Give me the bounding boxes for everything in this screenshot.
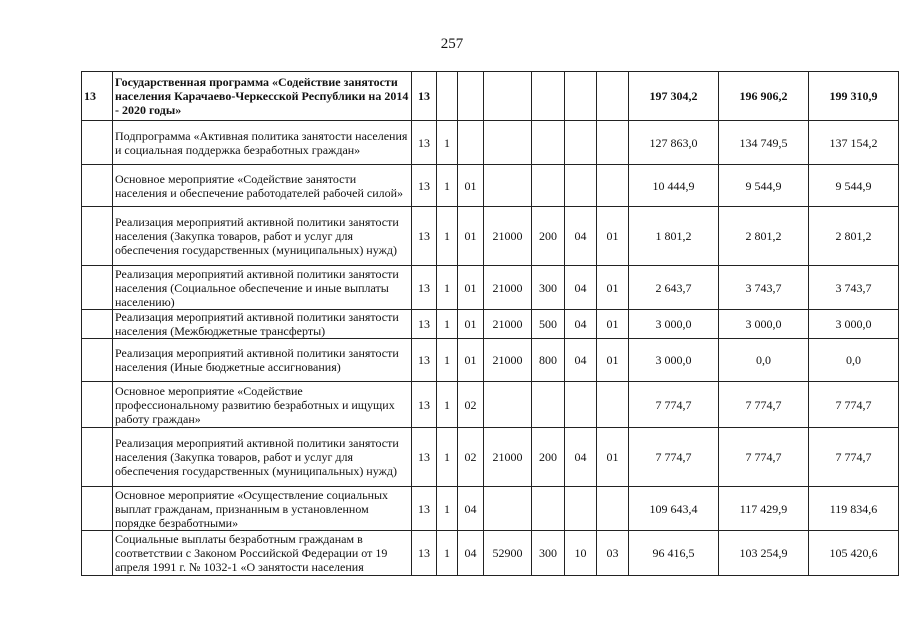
code-activity-cell: 04 bbox=[458, 531, 484, 576]
code-direction-cell: 21000 bbox=[484, 310, 532, 339]
code-subsection-cell bbox=[597, 72, 629, 121]
code-subprogram-cell: 1 bbox=[437, 487, 458, 531]
amount-year3-cell: 199 310,9 bbox=[809, 72, 899, 121]
row-number-cell bbox=[82, 339, 113, 382]
row-number-cell bbox=[82, 531, 113, 576]
code-expense-type-cell bbox=[532, 121, 565, 165]
code-expense-type-cell bbox=[532, 487, 565, 531]
code-subsection-cell: 03 bbox=[597, 531, 629, 576]
code-direction-cell bbox=[484, 382, 532, 428]
code-subprogram-cell: 1 bbox=[437, 121, 458, 165]
code-subsection-cell: 01 bbox=[597, 339, 629, 382]
code-program-cell: 13 bbox=[412, 487, 437, 531]
amount-year3-cell: 3 000,0 bbox=[809, 310, 899, 339]
code-activity-cell: 04 bbox=[458, 487, 484, 531]
code-subsection-cell bbox=[597, 121, 629, 165]
code-direction-cell bbox=[484, 165, 532, 207]
code-section-cell bbox=[565, 165, 597, 207]
amount-year1-cell: 197 304,2 bbox=[629, 72, 719, 121]
amount-year3-cell: 3 743,7 bbox=[809, 266, 899, 310]
row-number-cell bbox=[82, 428, 113, 487]
amount-year1-cell: 10 444,9 bbox=[629, 165, 719, 207]
table-body bbox=[82, 72, 899, 576]
item-name-cell: Основное мероприятие «Содействие занятости населения и обеспечение работодателей рабочей силой» bbox=[113, 165, 412, 207]
amount-year2-cell: 117 429,9 bbox=[719, 487, 809, 531]
code-expense-type-cell: 200 bbox=[532, 207, 565, 266]
amount-year3-cell: 7 774,7 bbox=[809, 428, 899, 487]
code-direction-cell: 52900 bbox=[484, 531, 532, 576]
amount-year1-cell: 1 801,2 bbox=[629, 207, 719, 266]
code-section-cell: 04 bbox=[565, 310, 597, 339]
table-row bbox=[82, 487, 899, 531]
item-name-cell: Реализация мероприятий активной политики занятости населения (Межбюджетные трансферты) bbox=[113, 310, 412, 339]
item-name-cell: Основное мероприятие «Осуществление социальных выплат гражданам, признанным в установленном порядке безработными» bbox=[113, 487, 412, 531]
code-program-cell: 13 bbox=[412, 428, 437, 487]
table-row bbox=[82, 382, 899, 428]
code-subsection-cell bbox=[597, 382, 629, 428]
code-activity-cell: 01 bbox=[458, 207, 484, 266]
code-direction-cell: 21000 bbox=[484, 428, 532, 487]
row-number-cell bbox=[82, 266, 113, 310]
item-name-cell: Подпрограмма «Активная политика занятости населения и социальная поддержка безработных граждан» bbox=[113, 121, 412, 165]
code-program-cell: 13 bbox=[412, 165, 437, 207]
code-section-cell bbox=[565, 487, 597, 531]
table-row bbox=[82, 121, 899, 165]
table-row bbox=[82, 531, 899, 576]
code-program-cell: 13 bbox=[412, 207, 437, 266]
amount-year2-cell: 0,0 bbox=[719, 339, 809, 382]
table-row bbox=[82, 72, 899, 121]
amount-year1-cell: 7 774,7 bbox=[629, 428, 719, 487]
code-section-cell bbox=[565, 72, 597, 121]
amount-year1-cell: 7 774,7 bbox=[629, 382, 719, 428]
code-subprogram-cell: 1 bbox=[437, 531, 458, 576]
row-number-cell bbox=[82, 207, 113, 266]
code-subprogram-cell: 1 bbox=[437, 428, 458, 487]
amount-year1-cell: 2 643,7 bbox=[629, 266, 719, 310]
item-name-cell: Основное мероприятие «Содействие профессиональному развитию безработных и ищущих работу граждан» bbox=[113, 382, 412, 428]
code-subprogram-cell: 1 bbox=[437, 165, 458, 207]
code-subsection-cell: 01 bbox=[597, 207, 629, 266]
code-program-cell: 13 bbox=[412, 339, 437, 382]
amount-year1-cell: 109 643,4 bbox=[629, 487, 719, 531]
amount-year2-cell: 2 801,2 bbox=[719, 207, 809, 266]
table-row bbox=[82, 165, 899, 207]
amount-year2-cell: 9 544,9 bbox=[719, 165, 809, 207]
amount-year1-cell: 3 000,0 bbox=[629, 310, 719, 339]
code-section-cell bbox=[565, 382, 597, 428]
table-row bbox=[82, 266, 899, 310]
code-expense-type-cell bbox=[532, 72, 565, 121]
amount-year2-cell: 7 774,7 bbox=[719, 428, 809, 487]
table-row bbox=[82, 339, 899, 382]
table-row bbox=[82, 428, 899, 487]
code-direction-cell bbox=[484, 487, 532, 531]
code-expense-type-cell: 300 bbox=[532, 531, 565, 576]
code-activity-cell: 01 bbox=[458, 339, 484, 382]
code-activity-cell: 02 bbox=[458, 428, 484, 487]
code-section-cell: 04 bbox=[565, 207, 597, 266]
code-expense-type-cell bbox=[532, 165, 565, 207]
code-subprogram-cell bbox=[437, 72, 458, 121]
amount-year3-cell: 2 801,2 bbox=[809, 207, 899, 266]
row-number-cell: 13 bbox=[82, 72, 113, 121]
amount-year2-cell: 103 254,9 bbox=[719, 531, 809, 576]
amount-year2-cell: 3 000,0 bbox=[719, 310, 809, 339]
item-name-cell: Реализация мероприятий активной политики занятости населения (Закупка товаров, работ и услуг для обеспечения государственных (муниципальных) нужд) bbox=[113, 428, 412, 487]
table-row bbox=[82, 207, 899, 266]
code-expense-type-cell: 300 bbox=[532, 266, 565, 310]
amount-year3-cell: 137 154,2 bbox=[809, 121, 899, 165]
code-direction-cell bbox=[484, 72, 532, 121]
table-row bbox=[82, 310, 899, 339]
amount-year1-cell: 96 416,5 bbox=[629, 531, 719, 576]
code-subprogram-cell: 1 bbox=[437, 382, 458, 428]
amount-year1-cell: 3 000,0 bbox=[629, 339, 719, 382]
code-section-cell bbox=[565, 121, 597, 165]
code-direction-cell: 21000 bbox=[484, 207, 532, 266]
amount-year2-cell: 134 749,5 bbox=[719, 121, 809, 165]
code-expense-type-cell: 500 bbox=[532, 310, 565, 339]
amount-year2-cell: 7 774,7 bbox=[719, 382, 809, 428]
code-activity-cell: 01 bbox=[458, 310, 484, 339]
code-expense-type-cell: 800 bbox=[532, 339, 565, 382]
code-section-cell: 04 bbox=[565, 428, 597, 487]
code-activity-cell: 01 bbox=[458, 165, 484, 207]
code-section-cell: 04 bbox=[565, 266, 597, 310]
amount-year1-cell: 127 863,0 bbox=[629, 121, 719, 165]
code-activity-cell: 01 bbox=[458, 266, 484, 310]
item-name-cell: Реализация мероприятий активной политики занятости населения (Закупка товаров, работ и услуг для обеспечения государственных (муниципальных) нужд) bbox=[113, 207, 412, 266]
code-section-cell: 04 bbox=[565, 339, 597, 382]
code-program-cell: 13 bbox=[412, 266, 437, 310]
budget-table bbox=[81, 71, 899, 576]
code-subsection-cell bbox=[597, 165, 629, 207]
code-program-cell: 13 bbox=[412, 382, 437, 428]
row-number-cell bbox=[82, 382, 113, 428]
amount-year2-cell: 3 743,7 bbox=[719, 266, 809, 310]
code-subprogram-cell: 1 bbox=[437, 339, 458, 382]
row-number-cell bbox=[82, 121, 113, 165]
code-program-cell: 13 bbox=[412, 72, 437, 121]
item-name-cell: Реализация мероприятий активной политики занятости населения (Социальное обеспечение и иные выплаты населению) bbox=[113, 266, 412, 310]
amount-year3-cell: 105 420,6 bbox=[809, 531, 899, 576]
amount-year3-cell: 7 774,7 bbox=[809, 382, 899, 428]
code-subsection-cell bbox=[597, 487, 629, 531]
code-program-cell: 13 bbox=[412, 531, 437, 576]
code-section-cell: 10 bbox=[565, 531, 597, 576]
code-program-cell: 13 bbox=[412, 121, 437, 165]
code-expense-type-cell bbox=[532, 382, 565, 428]
code-activity-cell: 02 bbox=[458, 382, 484, 428]
amount-year3-cell: 9 544,9 bbox=[809, 165, 899, 207]
row-number-cell bbox=[82, 310, 113, 339]
code-activity-cell bbox=[458, 121, 484, 165]
code-subprogram-cell: 1 bbox=[437, 207, 458, 266]
amount-year3-cell: 119 834,6 bbox=[809, 487, 899, 531]
code-direction-cell bbox=[484, 121, 532, 165]
code-subsection-cell: 01 bbox=[597, 310, 629, 339]
amount-year3-cell: 0,0 bbox=[809, 339, 899, 382]
code-expense-type-cell: 200 bbox=[532, 428, 565, 487]
item-name-cell: Реализация мероприятий активной политики занятости населения (Иные бюджетные ассигнования) bbox=[113, 339, 412, 382]
code-subsection-cell: 01 bbox=[597, 266, 629, 310]
code-direction-cell: 21000 bbox=[484, 266, 532, 310]
code-subprogram-cell: 1 bbox=[437, 266, 458, 310]
page-number: 257 bbox=[440, 36, 464, 52]
code-direction-cell: 21000 bbox=[484, 339, 532, 382]
item-name-cell: Государственная программа «Содействие занятости населения Карачаево-Черкесской Республики на 2014 - 2020 годы» bbox=[113, 72, 412, 121]
code-activity-cell bbox=[458, 72, 484, 121]
code-program-cell: 13 bbox=[412, 310, 437, 339]
amount-year2-cell: 196 906,2 bbox=[719, 72, 809, 121]
code-subsection-cell: 01 bbox=[597, 428, 629, 487]
row-number-cell bbox=[82, 165, 113, 207]
row-number-cell bbox=[82, 487, 113, 531]
item-name-cell: Социальные выплаты безработным гражданам в соответствии с Законом Российской Федерации от 19 апреля 1991 г. № 1032-1 «О занятости населения bbox=[113, 531, 412, 576]
code-subprogram-cell: 1 bbox=[437, 310, 458, 339]
